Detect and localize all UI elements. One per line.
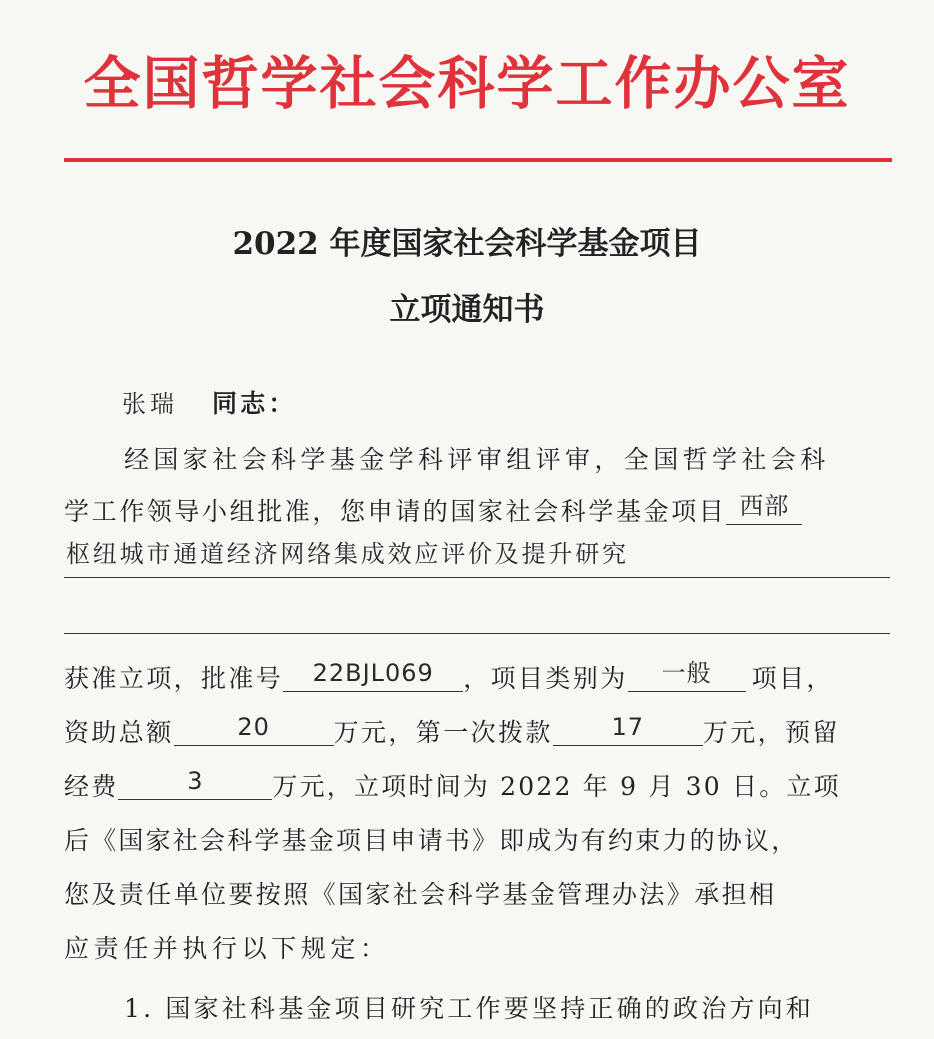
approval-number-blank [283, 661, 463, 692]
project-name-part-1: 西部 [739, 492, 790, 520]
paragraph-line-2-text: 学工作领导小组批准，您申请的国家社会科学基金项目 [64, 497, 727, 526]
recipient-name: 张瑞 [122, 390, 178, 418]
first-payment-blank [553, 715, 703, 746]
rule-item-1: 1. 国家社科基金项目研究工作要坚持正确的政治方向和 [124, 994, 815, 1023]
rules-line: 您及责任单位要按照《国家社会科学基金管理办法》承担相 [64, 880, 777, 909]
project-name-underline-2 [64, 633, 890, 634]
reserve-amount-blank [118, 769, 272, 800]
letterhead-divider [64, 158, 892, 162]
funding-prefix: 资助总额 [64, 718, 174, 747]
funding-total-blank [174, 715, 334, 746]
reserve-label: 经费 [64, 772, 119, 801]
first-payment: 17 [611, 713, 645, 741]
approval-number: 22BJL069 [312, 659, 434, 687]
salutation [122, 386, 522, 422]
first-payment-prefix: 万元，第一次拨款 [333, 718, 553, 747]
org-letterhead: 全国哲学社会科学工作办公室 [83, 51, 851, 117]
agreement-line: 后《国家社会科学基金项目申请书》即成为有约束力的协议， [64, 826, 799, 855]
paragraph-line-2 [64, 494, 894, 530]
reserve-prefix: 万元，预留 [702, 718, 840, 747]
reserve-line [64, 769, 894, 805]
funding-line [64, 715, 894, 751]
funding-total: 20 [237, 713, 270, 741]
document-title-line-1: 2022 年度国家社会科学基金项目 [232, 226, 702, 262]
category-blank [628, 661, 746, 692]
category-suffix: 项目， [751, 664, 834, 693]
category-prefix: ，项目类别为 [463, 664, 628, 693]
paragraph-line-1: 经国家社会科学基金学科评审组评审，全国哲学社会科 [124, 445, 830, 474]
reserve-amount: 3 [187, 767, 204, 795]
project-name-blank-1 [726, 494, 802, 525]
document-title-line-2: 立项通知书 [389, 292, 545, 328]
closing-line: 应责任并执行以下规定： [64, 934, 390, 963]
reserve-suffix: 万元，立项时间为 2022 年 9 月 30 日。立项 [272, 772, 841, 801]
project-name-part-2: 枢纽城市通道经济网络集成效应评价及提升研究 [66, 540, 629, 568]
approval-line [64, 661, 894, 697]
approval-prefix: 获准立项，批准号 [64, 664, 284, 693]
project-name-underline-1 [64, 577, 890, 578]
project-category: 一般 [661, 659, 712, 687]
salutation-suffix: 同志： [212, 389, 297, 418]
